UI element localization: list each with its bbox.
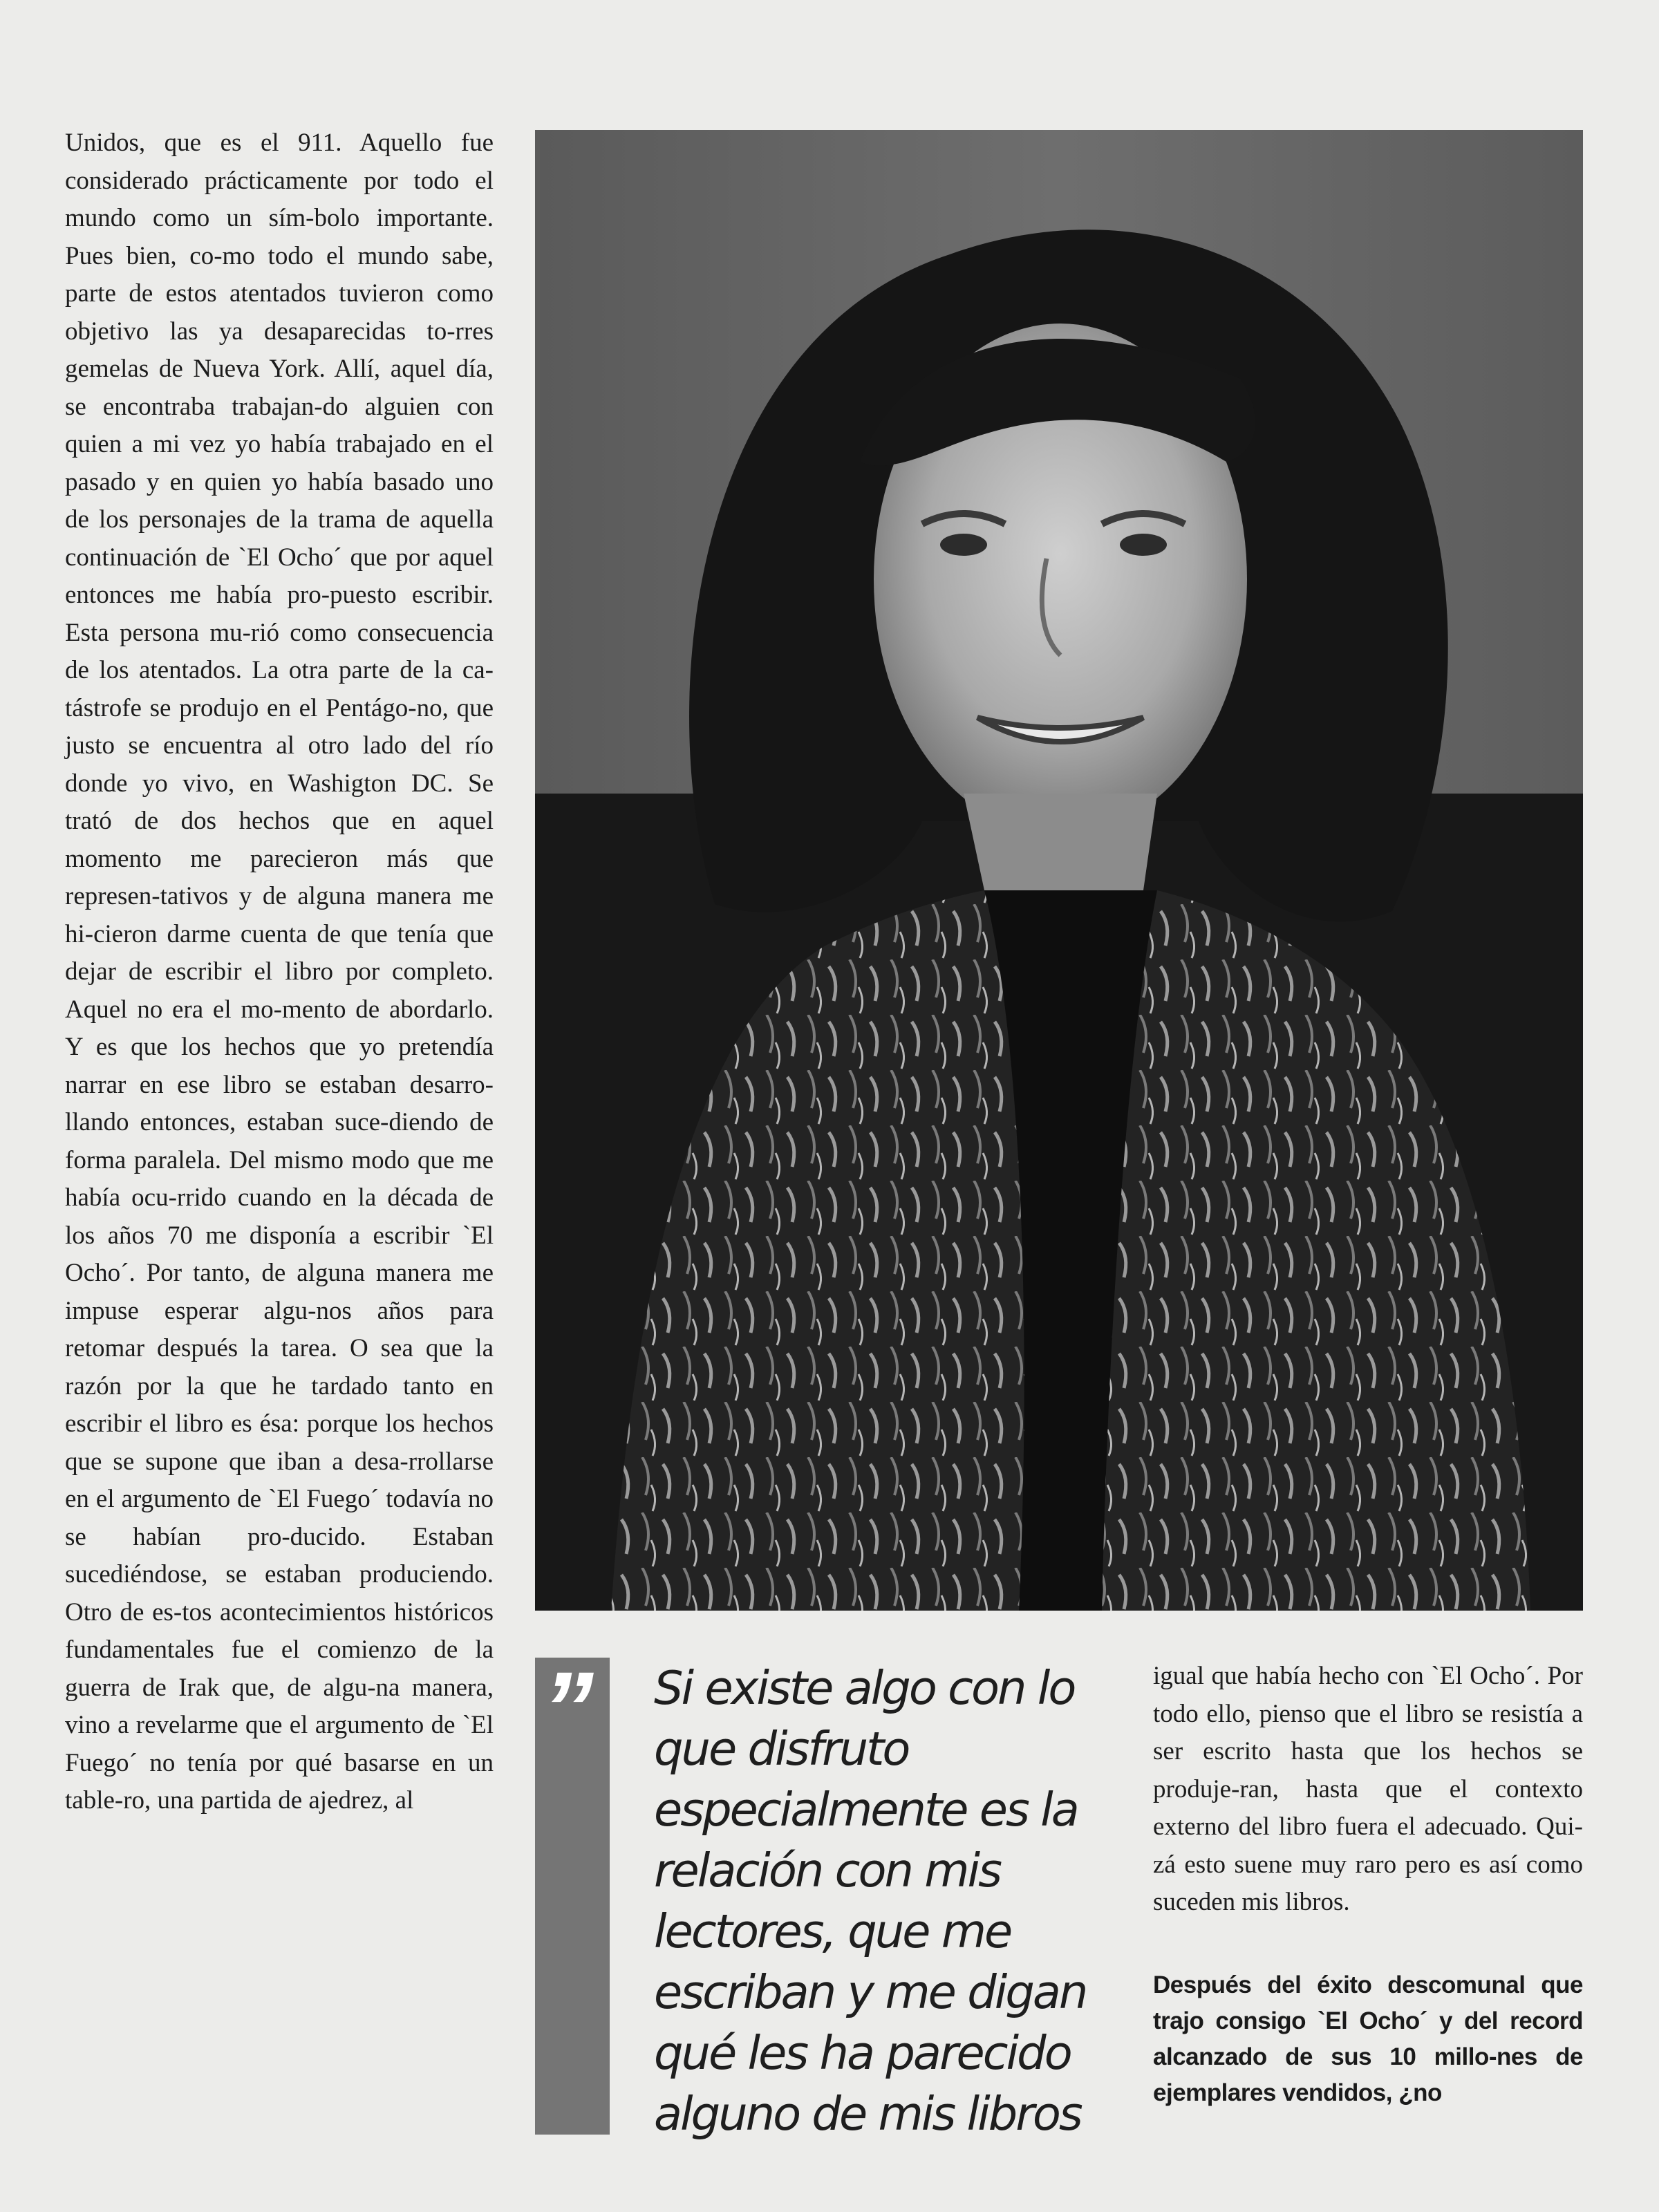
article-left-column — [65, 124, 494, 1820]
author-portrait-image — [535, 130, 1583, 1611]
interview-question: Después del éxito descomunal que trajo consigo `El Ocho´ y del record alcanzado de sus 10 millo-nes de ejemplares vendidos, ¿no — [1153, 1971, 1583, 2106]
pull-quote-text: Si existe algo con lo que disfruto especialmente es la relación con mis lectores, que me escriban y me digan qué les ha parecido alguno de mis libros — [654, 1661, 1087, 2141]
article-continued-text: igual que había hecho con `El Ocho´. Por todo ello, pienso que el libro se resistía a ser escrito hasta que los hechos se produje-ran, hasta que el contexto externo del libro fuera el adecuado. Qui-zá esto suene muy raro pero es así como suceden mis libros. — [1153, 1662, 1583, 1916]
quote-mark-icon: ” — [542, 1650, 581, 1766]
article-body-text: Unidos, que es el 911. Aquello fue considerado prácticamente por todo el mundo como un sím-bolo importante. Pues bien, co-mo todo el mundo sabe, parte de estos atentados tuvieron como objetivo las ya desaparecidas to-rres gemelas de Nueva York. Allí, aquel día, se encontraba trabajan-do alguien con quien a mi vez yo había trabajado en el pasado y en quien yo había basado uno de los personajes de la trama de aquella continuación de `El Ocho´ que por aquel entonces me había pro-puesto escribir. Esta persona mu-rió como consecuencia de los atentados. La otra parte de la ca-tástrofe se produjo en el Pentágo-no, que justo se encuentra al otro lado del río donde yo vivo, en Washigton DC. Se trató de dos hechos que en aquel momento me parecieron más que represen-tativos y de alguna manera me hi-cieron darme cuenta de que tenía que dejar de escribir el libro por completo. Aquel no era el mo-mento de abordarlo. Y es que los hechos que yo pretendía narrar en ese libro se estaban desarro-llando entonces, estaban suce-diendo de forma paralela. Del mismo modo que me había ocu-rrido cuando en la década de los años 70 me disponía a escribir `El Ocho´. Por tanto, de alguna manera me impuse esperar algu-nos años para retomar después la tarea. O sea que la razón por la que he tardado tanto en escribir el libro es ésa: porque los hechos que se supone que iban a desa-rrollarse en el argumento de `El Fuego´ todavía no se habían pro-ducido. Estaban sucediéndose, se estaban produciendo. Otro de es-tos acontecimientos históricos fundamentales fue el comienzo de la guerra de Irak que, de algu-na manera, vino a revelarme que el argumento de `El Fuego´ no tenía por qué basarse en un table-ro, una partida de ajedrez, al — [65, 129, 494, 1815]
article-right-column — [1153, 1658, 1583, 2111]
author-photo — [535, 130, 1583, 1611]
